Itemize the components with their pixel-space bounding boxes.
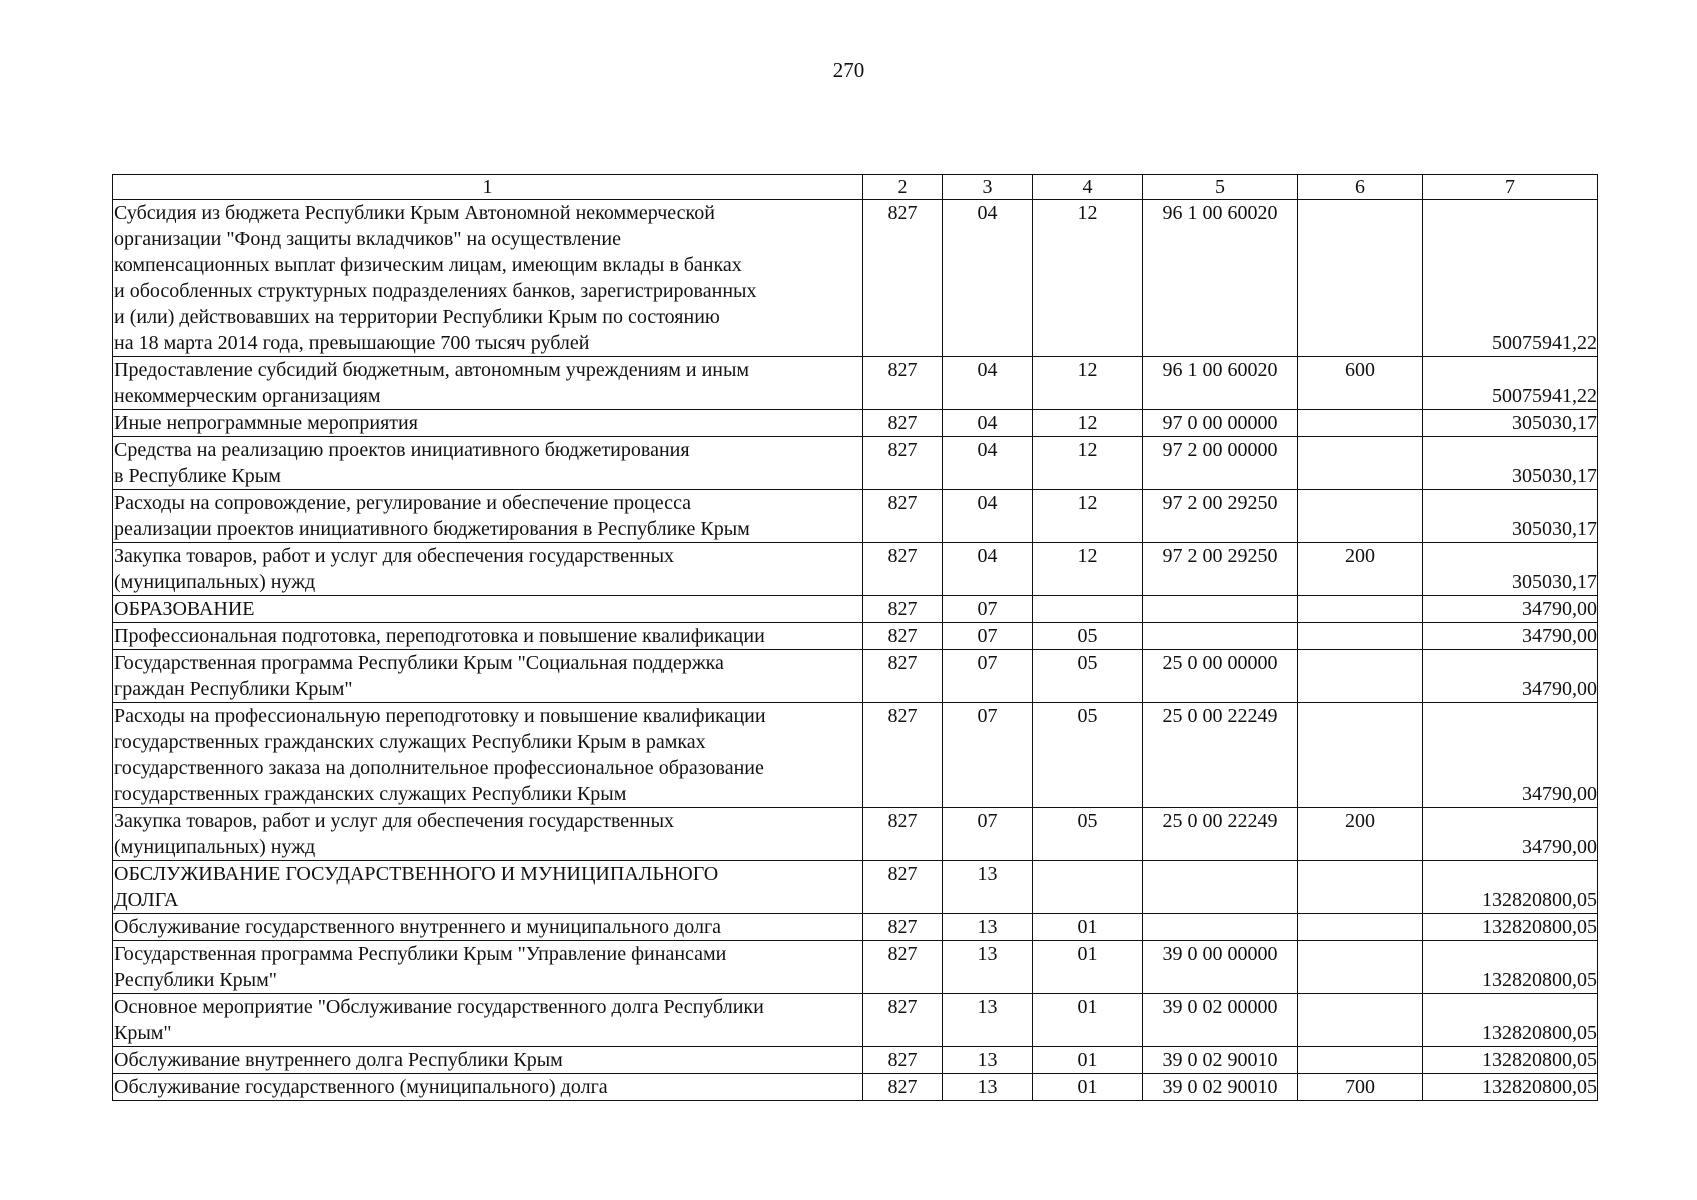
subsection-code-cell: 05 <box>1033 623 1143 650</box>
ministry-code-cell: 827 <box>863 914 943 941</box>
section-code-cell: 04 <box>943 490 1033 543</box>
expense-type-cell: 600 <box>1298 357 1423 410</box>
subsection-code-cell: 12 <box>1033 490 1143 543</box>
table-row <box>113 490 1598 543</box>
header-cell-6: 6 <box>1298 175 1423 200</box>
item-name-cell: ОБРАЗОВАНИЕ <box>113 596 863 623</box>
amount-cell: 305030,17 <box>1423 410 1598 437</box>
item-name-cell: Обслуживание внутреннего долга Республики Крым <box>113 1047 863 1074</box>
section-code-cell: 04 <box>943 437 1033 490</box>
subsection-code-cell: 12 <box>1033 543 1143 596</box>
expense-type-cell <box>1298 1047 1423 1074</box>
section-code-cell: 07 <box>943 808 1033 861</box>
ministry-code-cell: 827 <box>863 490 943 543</box>
amount-cell: 132820800,05 <box>1423 941 1598 994</box>
item-name-cell: ОБСЛУЖИВАНИЕ ГОСУДАРСТВЕННОГО И МУНИЦИПАЛЬНОГО ДОЛГА <box>113 861 863 914</box>
item-name-cell: Закупка товаров, работ и услуг для обеспечения государственных (муниципальных) нужд <box>113 543 863 596</box>
section-code-cell: 13 <box>943 861 1033 914</box>
target-article-cell <box>1143 623 1298 650</box>
subsection-code-cell: 01 <box>1033 1074 1143 1101</box>
ministry-code-cell: 827 <box>863 1074 943 1101</box>
target-article-cell <box>1143 914 1298 941</box>
table-row <box>113 437 1598 490</box>
expense-type-cell <box>1298 596 1423 623</box>
expense-type-cell: 200 <box>1298 543 1423 596</box>
subsection-code-cell: 05 <box>1033 650 1143 703</box>
subsection-code-cell: 12 <box>1033 357 1143 410</box>
item-name-cell: Основное мероприятие "Обслуживание государственного долга Республики Крым" <box>113 994 863 1047</box>
ministry-code-cell: 827 <box>863 623 943 650</box>
expense-type-cell <box>1298 623 1423 650</box>
item-name-cell: Профессиональная подготовка, переподготовка и повышение квалификации <box>113 623 863 650</box>
header-cell-4: 4 <box>1033 175 1143 200</box>
item-name-cell: Средства на реализацию проектов инициативного бюджетирования в Республике Крым <box>113 437 863 490</box>
section-code-cell: 13 <box>943 1074 1033 1101</box>
section-code-cell: 04 <box>943 200 1033 357</box>
table-row <box>113 808 1598 861</box>
table-row <box>113 623 1598 650</box>
section-code-cell: 07 <box>943 596 1033 623</box>
header-cell-5: 5 <box>1143 175 1298 200</box>
expense-type-cell: 200 <box>1298 808 1423 861</box>
target-article-cell: 97 2 00 00000 <box>1143 437 1298 490</box>
amount-cell: 305030,17 <box>1423 543 1598 596</box>
amount-cell: 34790,00 <box>1423 650 1598 703</box>
header-cell-3: 3 <box>943 175 1033 200</box>
target-article-cell: 96 1 00 60020 <box>1143 200 1298 357</box>
amount-cell: 132820800,05 <box>1423 861 1598 914</box>
expense-type-cell <box>1298 994 1423 1047</box>
target-article-cell: 97 2 00 29250 <box>1143 490 1298 543</box>
amount-cell: 132820800,05 <box>1423 1047 1598 1074</box>
subsection-code-cell: 01 <box>1033 994 1143 1047</box>
expense-type-cell <box>1298 861 1423 914</box>
amount-cell: 34790,00 <box>1423 623 1598 650</box>
table-header-row <box>113 175 1598 200</box>
ministry-code-cell: 827 <box>863 808 943 861</box>
target-article-cell: 97 0 00 00000 <box>1143 410 1298 437</box>
section-code-cell: 04 <box>943 357 1033 410</box>
expense-type-cell <box>1298 703 1423 808</box>
amount-cell: 34790,00 <box>1423 808 1598 861</box>
amount-cell: 132820800,05 <box>1423 994 1598 1047</box>
table-row <box>113 543 1598 596</box>
expense-type-cell <box>1298 437 1423 490</box>
subsection-code-cell: 12 <box>1033 410 1143 437</box>
item-name-cell: Государственная программа Республики Крым "Управление финансами Республики Крым" <box>113 941 863 994</box>
item-name-cell: Государственная программа Республики Крым "Социальная поддержка граждан Республики Крым" <box>113 650 863 703</box>
ministry-code-cell: 827 <box>863 543 943 596</box>
subsection-code-cell: 12 <box>1033 200 1143 357</box>
ministry-code-cell: 827 <box>863 994 943 1047</box>
ministry-code-cell: 827 <box>863 200 943 357</box>
subsection-code-cell: 01 <box>1033 941 1143 994</box>
item-name-cell: Расходы на сопровождение, регулирование и обеспечение процесса реализации проектов инициативного бюджетирования в Республике Крым <box>113 490 863 543</box>
table-row <box>113 357 1598 410</box>
item-name-cell: Субсидия из бюджета Республики Крым Автономной некоммерческой организации "Фонд защиты вкладчиков" на осуществление компенсационных выплат физическим лицам, имеющим вклады в банках и обособленных структурных подразделениях банков, зарегистрированных и (или) действовавших на территории Республики Крым по состоянию на 18 марта 2014 года, превышающие 700 тысяч рублей <box>113 200 863 357</box>
section-code-cell: 07 <box>943 623 1033 650</box>
subsection-code-cell <box>1033 596 1143 623</box>
ministry-code-cell: 827 <box>863 650 943 703</box>
header-cell-7: 7 <box>1423 175 1598 200</box>
target-article-cell: 39 0 02 90010 <box>1143 1047 1298 1074</box>
expense-type-cell: 700 <box>1298 1074 1423 1101</box>
table-row <box>113 650 1598 703</box>
budget-table <box>112 174 1598 1101</box>
section-code-cell: 13 <box>943 1047 1033 1074</box>
target-article-cell: 39 0 02 90010 <box>1143 1074 1298 1101</box>
item-name-cell: Обслуживание государственного (муниципального) долга <box>113 1074 863 1101</box>
section-code-cell: 13 <box>943 994 1033 1047</box>
amount-cell: 305030,17 <box>1423 490 1598 543</box>
section-code-cell: 07 <box>943 650 1033 703</box>
header-cell-2: 2 <box>863 175 943 200</box>
item-name-cell: Обслуживание государственного внутреннего и муниципального долга <box>113 914 863 941</box>
target-article-cell: 97 2 00 29250 <box>1143 543 1298 596</box>
ministry-code-cell: 827 <box>863 861 943 914</box>
expense-type-cell <box>1298 650 1423 703</box>
table-row <box>113 410 1598 437</box>
target-article-cell <box>1143 596 1298 623</box>
amount-cell: 34790,00 <box>1423 703 1598 808</box>
ministry-code-cell: 827 <box>863 410 943 437</box>
amount-cell: 50075941,22 <box>1423 200 1598 357</box>
expense-type-cell <box>1298 410 1423 437</box>
target-article-cell: 39 0 00 00000 <box>1143 941 1298 994</box>
table-row <box>113 914 1598 941</box>
expense-type-cell <box>1298 941 1423 994</box>
ministry-code-cell: 827 <box>863 1047 943 1074</box>
table-row <box>113 941 1598 994</box>
ministry-code-cell: 827 <box>863 596 943 623</box>
target-article-cell: 25 0 00 22249 <box>1143 703 1298 808</box>
expense-type-cell <box>1298 200 1423 357</box>
item-name-cell: Расходы на профессиональную переподготовку и повышение квалификации государственных гражданских служащих Республики Крым в рамках государственного заказа на дополнительное профессиональное образование государственных гражданских служащих Республики Крым <box>113 703 863 808</box>
table-row <box>113 596 1598 623</box>
target-article-cell: 25 0 00 22249 <box>1143 808 1298 861</box>
ministry-code-cell: 827 <box>863 437 943 490</box>
table-row <box>113 1074 1598 1101</box>
ministry-code-cell: 827 <box>863 703 943 808</box>
section-code-cell: 07 <box>943 703 1033 808</box>
section-code-cell: 13 <box>943 914 1033 941</box>
table-row <box>113 994 1598 1047</box>
table-row <box>113 861 1598 914</box>
header-cell-1: 1 <box>113 175 863 200</box>
section-code-cell: 04 <box>943 410 1033 437</box>
amount-cell: 132820800,05 <box>1423 914 1598 941</box>
page-number: 270 <box>832 58 865 82</box>
subsection-code-cell <box>1033 861 1143 914</box>
item-name-cell: Закупка товаров, работ и услуг для обеспечения государственных (муниципальных) нужд <box>113 808 863 861</box>
section-code-cell: 13 <box>943 941 1033 994</box>
expense-type-cell <box>1298 490 1423 543</box>
table-row <box>113 200 1598 357</box>
item-name-cell: Предоставление субсидий бюджетным, автономным учреждениям и иным некоммерческим организациям <box>113 357 863 410</box>
target-article-cell <box>1143 861 1298 914</box>
subsection-code-cell: 01 <box>1033 914 1143 941</box>
target-article-cell: 25 0 00 00000 <box>1143 650 1298 703</box>
item-name-cell: Иные непрограммные мероприятия <box>113 410 863 437</box>
subsection-code-cell: 01 <box>1033 1047 1143 1074</box>
section-code-cell: 04 <box>943 543 1033 596</box>
expense-type-cell <box>1298 914 1423 941</box>
amount-cell: 34790,00 <box>1423 596 1598 623</box>
ministry-code-cell: 827 <box>863 941 943 994</box>
subsection-code-cell: 12 <box>1033 437 1143 490</box>
amount-cell: 305030,17 <box>1423 437 1598 490</box>
table-row <box>113 703 1598 808</box>
target-article-cell: 39 0 02 00000 <box>1143 994 1298 1047</box>
subsection-code-cell: 05 <box>1033 703 1143 808</box>
table-row <box>113 1047 1598 1074</box>
ministry-code-cell: 827 <box>863 357 943 410</box>
target-article-cell: 96 1 00 60020 <box>1143 357 1298 410</box>
subsection-code-cell: 05 <box>1033 808 1143 861</box>
amount-cell: 132820800,05 <box>1423 1074 1598 1101</box>
amount-cell: 50075941,22 <box>1423 357 1598 410</box>
